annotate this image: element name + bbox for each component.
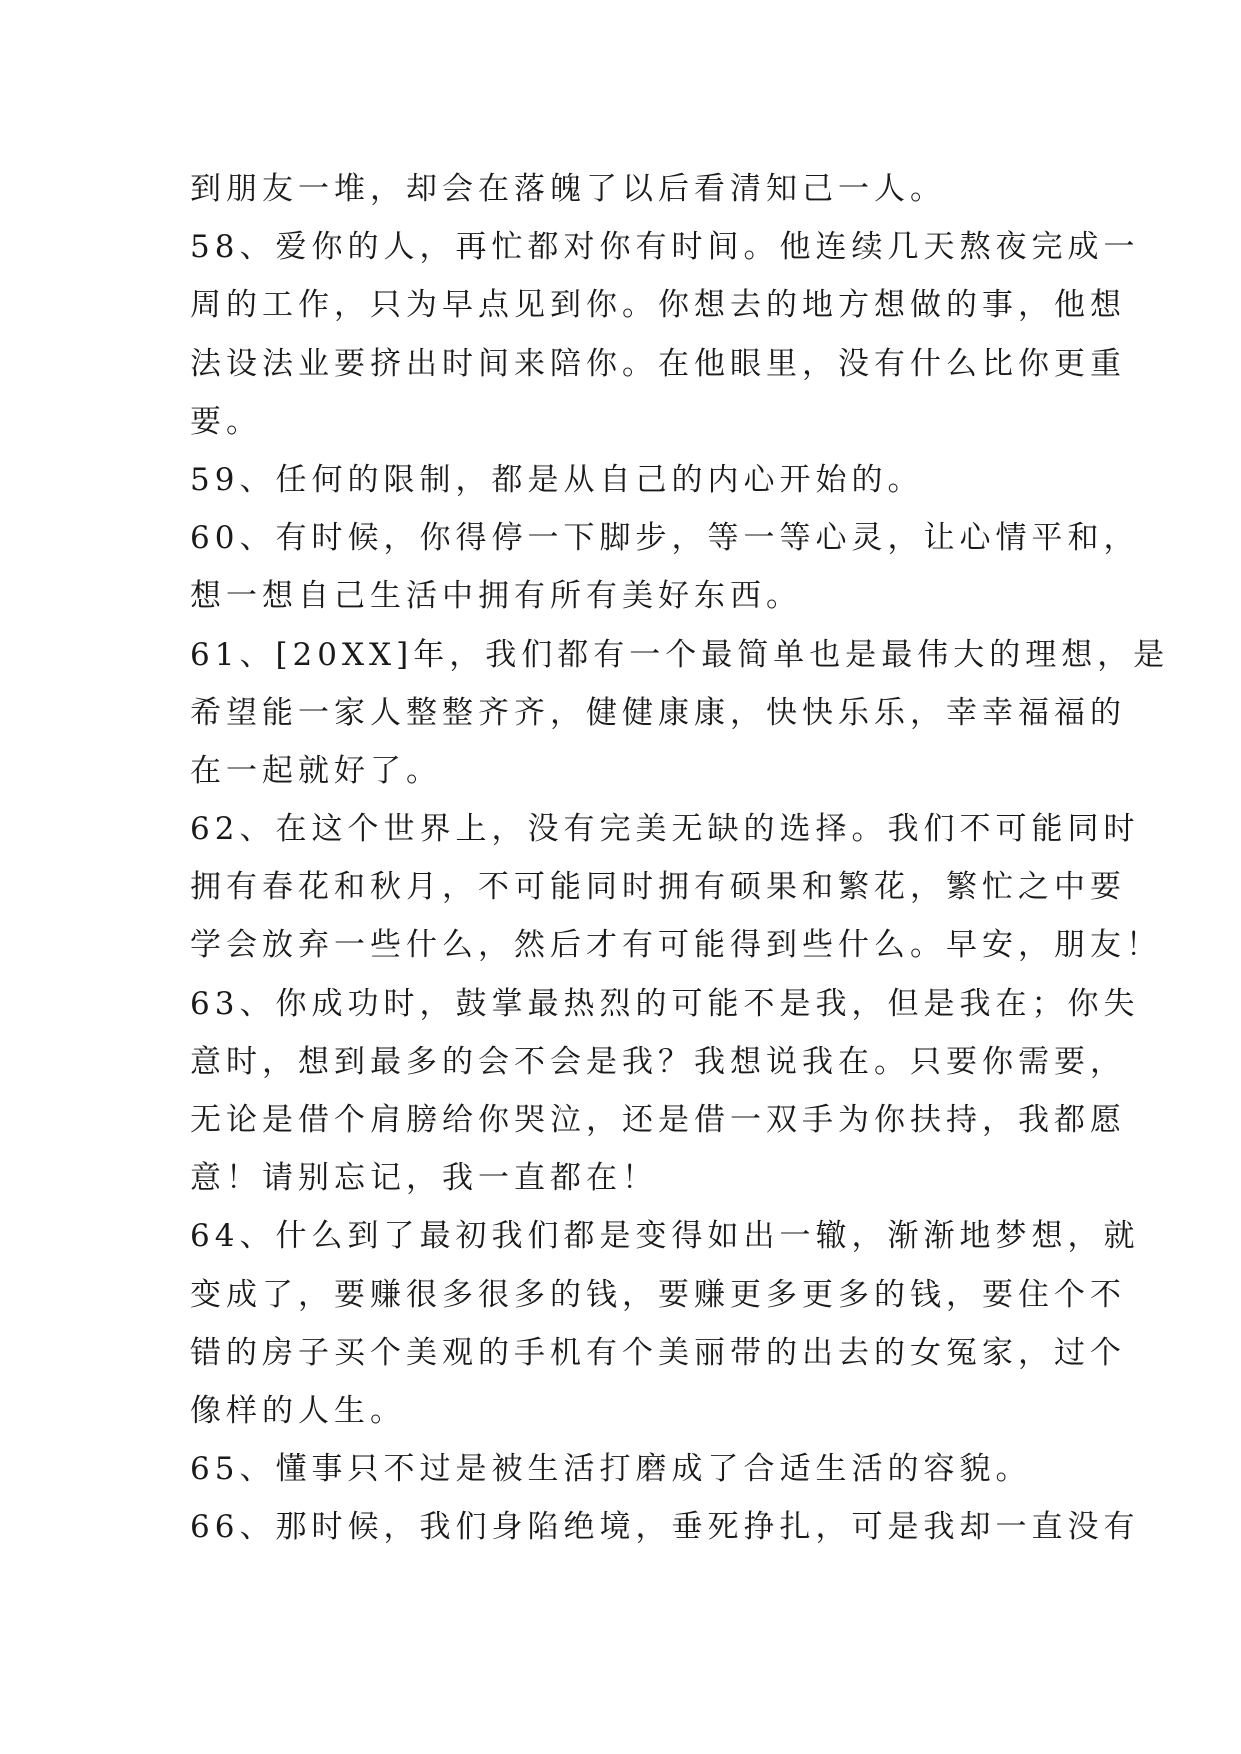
- document-body: [190, 160, 1170, 1557]
- text-line: 59、任何的限制，都是从自己的内心开始的。: [190, 461, 924, 498]
- text-line: 无论是借个肩膀给你哭泣，还是借一双手为你扶持，我都愿: [190, 1102, 1126, 1138]
- text-line: 66、那时候，我们身陷绝境，垂死挣扎，可是我却一直没有: [190, 1509, 1140, 1546]
- text-line: 像样的人生。: [190, 1392, 406, 1429]
- text-line: 变成了，要赚很多很多的钱，要赚更多更多的钱，要住个不: [190, 1276, 1126, 1313]
- text-line: 拥有春花和秋月，不可能同时拥有硕果和繁花，繁忙之中要: [190, 869, 1126, 906]
- text-line: 58、爱你的人，再忙都对你有时间。他连续几天熬夜完成一: [190, 229, 1140, 266]
- text-line: 意！请别忘记，我一直都在！: [190, 1160, 658, 1197]
- text-line: 错的房子买个美观的手机有个美丽带的出去的女冤家，过个: [190, 1334, 1126, 1371]
- text-line: 意时，想到最多的会不会是我？我想说我在。只要你需要，: [190, 1043, 1126, 1080]
- text-line: 62、在这个世界上，没有完美无缺的选择。我们不可能同时: [190, 811, 1140, 848]
- text-line: 到朋友一堆，却会在落魄了以后看清知己一人。: [190, 171, 946, 207]
- text-line: 在一起就好了。: [190, 752, 442, 789]
- text-line: 法设法业要挤出时间来陪你。在他眼里，没有什么比你更重: [190, 345, 1126, 382]
- text-line: 60、有时候，你得停一下脚步，等一等心灵，让心情平和，: [190, 520, 1140, 557]
- text-line: 周的工作，只为早点见到你。你想去的地方想做的事，他想: [190, 287, 1126, 324]
- text-line: 61、[20XX]年，我们都有一个最简单也是最伟大的理想，是: [190, 636, 1170, 673]
- text-line: 65、懂事只不过是被生活打磨成了合适生活的容貌。: [190, 1451, 1032, 1488]
- text-line: 63、你成功时，鼓掌最热烈的可能不是我，但是我在；你失: [190, 985, 1140, 1022]
- text-line: 学会放弃一些什么，然后才有可能得到些什么。早安，朋友！: [190, 927, 1162, 964]
- text-line: 想一想自己生活中拥有所有美好东西。: [190, 578, 802, 615]
- text-line: 64、什么到了最初我们都是变得如出一辙，渐渐地梦想，就: [190, 1218, 1140, 1255]
- text-line: 要。: [190, 403, 262, 440]
- text-line: 希望能一家人整整齐齐，健健康康，快快乐乐，幸幸福福的: [190, 694, 1126, 731]
